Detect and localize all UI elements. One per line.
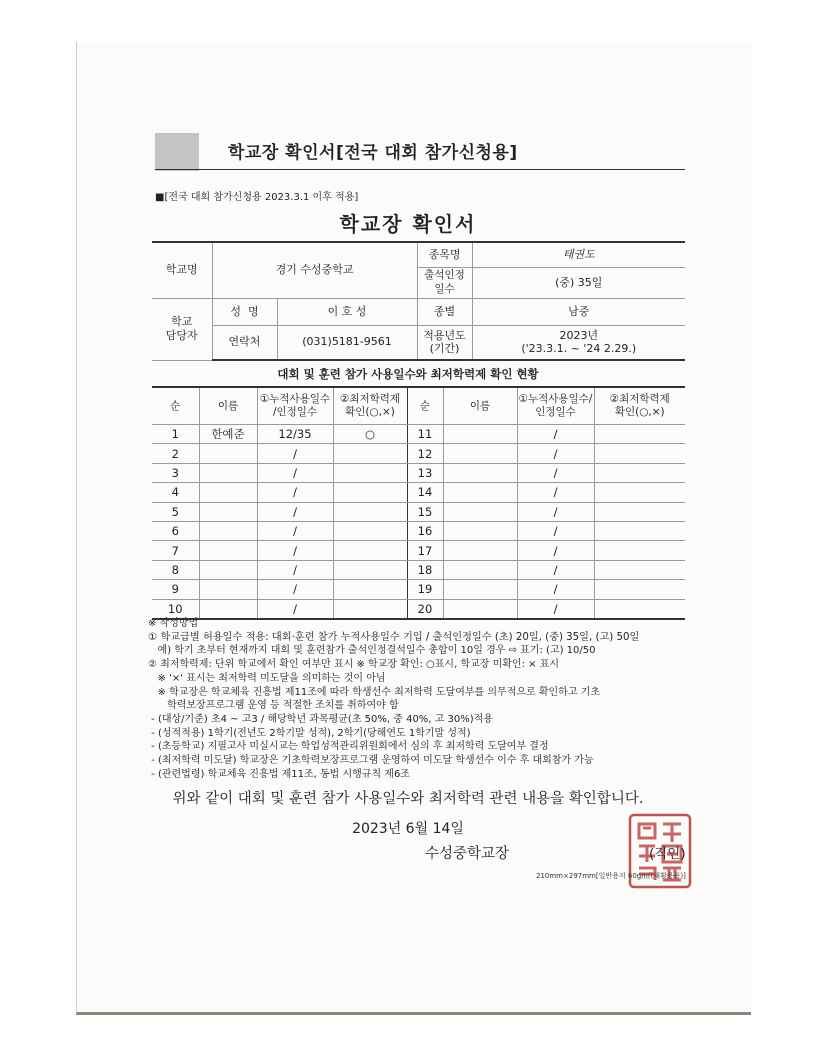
- cell-name-left: [199, 580, 257, 599]
- table-row: [152, 444, 685, 463]
- cell-name-left: [199, 463, 257, 482]
- cell-days-right: /: [517, 444, 594, 463]
- cell-name-right: [443, 502, 517, 521]
- cell-check-right: [594, 541, 685, 560]
- cell-name-right: [443, 444, 517, 463]
- note-line: - (관련법령) 학교체육 진흥법 제11조, 동법 시행규칙 제6조: [148, 768, 410, 780]
- cell-no-right: 16: [407, 521, 443, 540]
- cell-no-left: 8: [152, 560, 199, 579]
- cell-days-right: /: [517, 483, 594, 502]
- paper-size-note: 210mm×297mm[일반용지 60g/㎡(재활용품)]: [536, 872, 686, 880]
- cell-days-left: /: [257, 599, 333, 619]
- note-line: 학력보장프로그램 운영 등 적절한 조치를 취하여야 함: [148, 700, 399, 712]
- note-line: - (성적적용) 1학기(전년도 2학기말 성적), 2학기(당해연도 1학기말 성적): [148, 727, 471, 739]
- header-name-1: 이름: [199, 387, 257, 425]
- category-value: 남중: [472, 298, 685, 325]
- note-line: ① 학교급별 허용일수 적용: 대회·훈련 참가 누적사용일수 기입 / 출석인정일수 (초) 20일, (중) 35일, (고) 50일: [148, 631, 640, 643]
- contact-value: (031)5181-9561: [277, 325, 417, 360]
- table-row: [152, 580, 685, 599]
- apply-note: ■[전국 대회 참가신청용 2023.3.1 이후 적용]: [155, 192, 359, 203]
- cell-days-left: /: [257, 502, 333, 521]
- cell-days-left: /: [257, 580, 333, 599]
- cell-no-right: 11: [407, 425, 443, 444]
- cell-name-right: [443, 483, 517, 502]
- table-row: [152, 463, 685, 482]
- header-days-2: ①누적사용일수/ 인정일수: [517, 387, 594, 425]
- school-label: 학교명: [152, 242, 212, 298]
- issue-date: 2023년 6월 14일: [352, 821, 464, 837]
- confirmation-statement: 위와 같이 대회 및 훈련 참가 사용일수와 최저학력 관련 내용을 확인합니다.: [172, 791, 644, 807]
- sport-value: 태권도: [472, 242, 685, 267]
- cell-name-left: [199, 599, 257, 619]
- cell-name-right: [443, 560, 517, 579]
- cell-no-left: 10: [152, 599, 199, 619]
- cell-check-left: [333, 521, 407, 540]
- attendance-value: (중) 35일: [472, 267, 685, 298]
- cell-no-right: 18: [407, 560, 443, 579]
- cell-days-right: /: [517, 580, 594, 599]
- cell-no-right: 20: [407, 599, 443, 619]
- header-name-2: 이름: [443, 387, 517, 425]
- cell-no-left: 9: [152, 580, 199, 599]
- info-table: [152, 241, 685, 361]
- cell-no-right: 17: [407, 541, 443, 560]
- seal-label: (직인): [649, 846, 686, 862]
- cell-name-left: [199, 502, 257, 521]
- cell-check-left: [333, 580, 407, 599]
- cell-check-right: [594, 560, 685, 579]
- cell-name-left: [199, 560, 257, 579]
- name-value: 이 호 성: [277, 298, 417, 325]
- cell-days-right: /: [517, 463, 594, 482]
- cell-name-left: [199, 483, 257, 502]
- table-row: [152, 425, 685, 444]
- cell-no-left: 5: [152, 502, 199, 521]
- cell-name-right: [443, 521, 517, 540]
- year-value: 2023년: [559, 328, 599, 342]
- cell-days-right: /: [517, 425, 594, 444]
- cell-no-left: 2: [152, 444, 199, 463]
- cell-no-left: 7: [152, 541, 199, 560]
- header-no-1: 순: [152, 387, 199, 425]
- cell-days-right: /: [517, 502, 594, 521]
- cell-name-right: [443, 599, 517, 619]
- table-row: [152, 541, 685, 560]
- cell-days-left: 12/35: [257, 425, 333, 444]
- cell-name-right: [443, 463, 517, 482]
- cell-check-left: [333, 483, 407, 502]
- cell-no-right: 13: [407, 463, 443, 482]
- records-table: [152, 386, 685, 620]
- cell-check-right: [594, 463, 685, 482]
- sport-label: 종목명: [417, 242, 472, 267]
- attendance-label: 출석인정 일수: [417, 267, 472, 298]
- cell-name-right: [443, 580, 517, 599]
- records-section-title: 대회 및 훈련 참가 사용일수와 최저학력제 확인 현황: [277, 367, 539, 381]
- cell-check-right: [594, 599, 685, 619]
- header-days-1: ①누적사용일수 /인정일수: [257, 387, 333, 425]
- cell-days-right: /: [517, 560, 594, 579]
- cell-check-left: [333, 444, 407, 463]
- cell-days-left: /: [257, 463, 333, 482]
- category-label: 종별: [417, 298, 472, 325]
- note-line: - (초등학교) 지필고사 미실시교는 학업성적관리위원회에서 심의 후 최저학력 도달여부 결정: [148, 741, 549, 753]
- table-row: [152, 599, 685, 619]
- cell-check-left: [333, 502, 407, 521]
- cell-check-left: [333, 541, 407, 560]
- cell-check-right: [594, 444, 685, 463]
- note-line: - (대상/기준) 초4 ~ 고3 / 해당학년 과목평균(초 50%, 중 40%, 고 30%)적용: [148, 713, 493, 725]
- cell-days-left: /: [257, 560, 333, 579]
- cell-days-left: /: [257, 521, 333, 540]
- header-check-1: ②최저학력제 확인(○,×): [333, 387, 407, 425]
- cell-check-left: [333, 599, 407, 619]
- cell-check-left: [333, 463, 407, 482]
- period-value: ('23.3.1. ~ '24 2.29.): [521, 342, 637, 356]
- header-rule: [155, 169, 685, 170]
- table-row: [152, 560, 685, 579]
- cell-no-right: 15: [407, 502, 443, 521]
- cell-no-right: 19: [407, 580, 443, 599]
- cell-name-left: 한예준: [199, 425, 257, 444]
- cell-check-right: [594, 580, 685, 599]
- cell-check-right: [594, 483, 685, 502]
- cell-no-right: 14: [407, 483, 443, 502]
- cell-no-left: 1: [152, 425, 199, 444]
- cell-days-left: /: [257, 483, 333, 502]
- cell-no-left: 6: [152, 521, 199, 540]
- cell-check-right: [594, 521, 685, 540]
- cell-name-left: [199, 541, 257, 560]
- cell-no-left: 3: [152, 463, 199, 482]
- note-line: ※ '×' 표시는 최저학력 미도달을 의미하는 것이 아님: [148, 672, 386, 684]
- cell-days-right: /: [517, 541, 594, 560]
- cell-check-left: [333, 560, 407, 579]
- header-no-2: 순: [407, 387, 443, 425]
- name-label: 성 명: [212, 298, 277, 325]
- cell-no-left: 4: [152, 483, 199, 502]
- table-row: [152, 483, 685, 502]
- header-accent-bar: [155, 133, 199, 171]
- principal-name: 수성중학교장: [425, 846, 510, 862]
- table-row: [152, 502, 685, 521]
- note-line: ※ 작성방법: [148, 618, 199, 629]
- note-line: - (최저학력 미도달) 학교장은 기초학력보장프로그램 운영하여 미도달 학생선수 이수 후 대회참가 가능: [148, 755, 594, 767]
- cell-name-left: [199, 521, 257, 540]
- cell-name-right: [443, 541, 517, 560]
- manager-label: 학교 담당자: [152, 298, 212, 360]
- note-line: ② 최저학력제: 단위 학교에서 확인 여부만 표시 ※ 학교장 확인: ○표시, 학교장 미확인: × 표시: [148, 659, 560, 671]
- header-title: 학교장 확인서[전국 대회 참가신청용]: [228, 143, 518, 163]
- cell-name-left: [199, 444, 257, 463]
- document-title: 학교장 확인서: [339, 212, 477, 236]
- note-line: ※ 학교장은 학교체육 진흥법 제11조에 따라 학생선수 최저학력 도달여부를 의무적으로 확인하고 기초: [148, 686, 601, 698]
- cell-name-right: [443, 425, 517, 444]
- year-label: 적용년도 (기간): [417, 325, 472, 360]
- year-cell: [472, 325, 685, 360]
- note-line: 예) 학기 초부터 현재까지 대회 및 훈련참가 출석인정결석일수 총합이 10일 경우 ⇨ 표기: (고) 10/50: [148, 645, 596, 657]
- school-value: 경기 수성중학교: [212, 242, 417, 298]
- cell-days-left: /: [257, 541, 333, 560]
- cell-days-right: /: [517, 599, 594, 619]
- cell-check-right: [594, 425, 685, 444]
- cell-days-right: /: [517, 521, 594, 540]
- header-check-2: ②최저학력제 확인(○,×): [594, 387, 685, 425]
- cell-days-left: /: [257, 444, 333, 463]
- table-row: [152, 521, 685, 540]
- cell-check-left: ○: [333, 425, 407, 444]
- writing-instructions: [148, 617, 708, 781]
- cell-no-right: 12: [407, 444, 443, 463]
- contact-label: 연락처: [212, 325, 277, 360]
- records-header-row: [152, 387, 685, 425]
- cell-check-right: [594, 502, 685, 521]
